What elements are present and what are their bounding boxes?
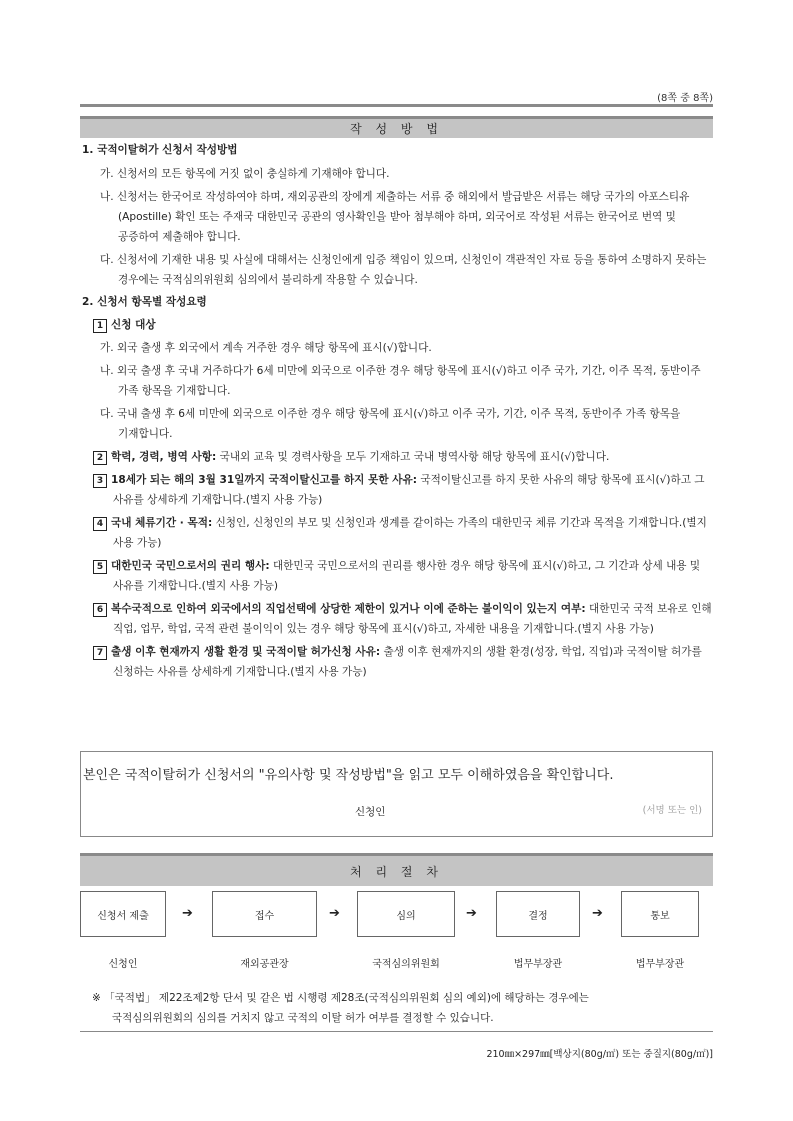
item-number-3: 3	[93, 474, 107, 488]
item-number-1: 1	[93, 319, 107, 333]
point-late-report	[93, 470, 713, 510]
subject-title: 신청 대상	[111, 319, 156, 331]
point-text: 국내외 교육 및 경력사항을 모두 기재하고 국내 병역사항 해당 항목에 표시(√)합니다.	[216, 451, 610, 463]
section2-title: 2. 신청서 항목별 작성요령	[82, 296, 207, 308]
point-rights	[93, 556, 713, 596]
note-text-1: 「국적법」 제22조제2항 단서 및 같은 법 시행령 제28조(국적심의위원회 심의 예외)에 해당하는 경우에는	[104, 992, 589, 1004]
step-box-receive: 접수	[212, 891, 317, 937]
procedure-header: 처 리 절 차	[80, 853, 713, 886]
point-restriction	[93, 599, 713, 639]
item-number-7: 7	[93, 646, 107, 660]
point-title: 학력, 경력, 병역 사항:	[111, 451, 217, 463]
arrow-right-icon: ➔	[466, 906, 477, 921]
point-title: 출생 이후 현재까지 생활 환경 및 국적이탈 허가신청 사유:	[111, 646, 381, 658]
point-text: 대한민국 국민으로서의 권리를 행사한 경우 해당 항목에 표시(√)하고, 그 기간과 상세 내용 및 사유를 기재합니다.(별지 사용 가능)	[113, 560, 701, 592]
section1-item: 다. 신청서에 기재한 내용 및 사실에 대해서는 신청인에게 입증 책임이 있으며, 신청인이 객관적인 자료 등을 통하여 소명하지 못하는 경우에는 국적심의위원회 심의에서 불리하게 작용할 수 있습니다.	[100, 254, 707, 286]
point-stay	[93, 513, 713, 553]
subject-item: 나. 외국 출생 후 국내 거주하다가 6세 미만에 외국으로 이주한 경우 해당 항목에 표시(√)하고 이주 국가, 기간, 이주 목적, 동반이주 가족 항목을 기재합니다.	[100, 365, 701, 397]
signer-label: 신청인	[355, 806, 386, 818]
writing-method-content	[80, 141, 713, 685]
point-text: 대한민국 국적 보유로 인해 직업, 업무, 학업, 국적 관련 불이익이 있는 경우 해당 항목에 표시(√)하고, 자세한 내용을 기재합니다.(별지 사용 가능)	[113, 603, 712, 635]
section1-item: 가. 신청서의 모든 항목에 거짓 없이 충실하게 기재해야 합니다.	[100, 168, 390, 180]
step-actor: 법무부장관	[513, 959, 563, 970]
step-box-notify: 통보	[621, 891, 699, 937]
subject-heading	[93, 315, 713, 335]
step-box-decision: 결정	[496, 891, 580, 937]
note-line-1	[92, 988, 712, 1008]
section1-title: 1. 국적이탈허가 신청서 작성방법	[82, 144, 238, 156]
point-text: 출생 이후 현재까지의 생활 환경(성장, 학업, 직업)과 국적이탈 허가를 신청하는 사유를 상세하게 기재합니다.(별지 사용 가능)	[113, 646, 702, 678]
point-title: 국내 체류기간 · 목적:	[111, 517, 213, 529]
procedure-note	[92, 988, 712, 1028]
subject-item: 다. 국내 출생 후 6세 미만에 외국으로 이주한 경우 해당 항목에 표시(√)하고 이주 국가, 기간, 이주 목적, 동반이주 가족 항목을 기재합니다.	[100, 408, 681, 440]
item-number-4: 4	[93, 517, 107, 531]
point-title: 18세가 되는 해의 3월 31일까지 국적이탈신고를 하지 못한 사유:	[111, 474, 417, 486]
paper-spec: 210㎜×297㎜[백상지(80g/㎡) 또는 중질지(80g/㎡)]	[486, 1049, 713, 1060]
arrow-right-icon: ➔	[592, 906, 603, 921]
item-number-6: 6	[93, 603, 107, 617]
point-academic	[93, 447, 713, 467]
point-text: 신청인, 신청인의 부모 및 신청인과 생계를 같이하는 가족의 대한민국 체류 기간과 목적을 기재합니다.(별지 사용 가능)	[113, 517, 707, 549]
step-actor: 신청인	[108, 959, 138, 970]
note-line-2: 국적심의위원회의 심의를 거치지 않고 국적의 이탈 허가 여부를 결정할 수 있습니다.	[112, 1012, 494, 1024]
bottom-rule	[80, 1031, 713, 1032]
top-rule	[80, 104, 713, 107]
page-number: (8쪽 중 8쪽)	[657, 93, 713, 104]
point-title: 복수국적으로 인하여 외국에서의 직업선택에 상당한 제한이 있거나 이에 준하는 불이익이 있는지 여부:	[111, 603, 586, 615]
step-box-submit: 신청서 제출	[80, 891, 166, 937]
arrow-right-icon: ➔	[182, 906, 193, 921]
point-title: 대한민국 국민으로서의 권리 행사:	[111, 560, 270, 572]
step-box-review: 심의	[357, 891, 455, 937]
step-actor: 국적심의위원회	[372, 959, 440, 970]
arrow-right-icon: ➔	[329, 906, 340, 921]
step-actor: 재외공관장	[240, 959, 289, 970]
confirmation-text: 본인은 국적이탈허가 신청서의 "유의사항 및 작성방법"을 읽고 모두 이해하였음을 확인합니다.	[83, 768, 614, 783]
step-actor: 법무부장관	[635, 959, 685, 970]
item-number-5: 5	[93, 560, 107, 574]
confirmation-box	[80, 751, 713, 837]
subject-item: 가. 외국 출생 후 외국에서 계속 거주한 경우 해당 항목에 표시(√)합니다.	[100, 342, 432, 354]
section1-item: 나. 신청서는 한국어로 작성하여야 하며, 재외공관의 장에게 제출하는 서류 중 해외에서 발급받은 서류는 해당 국가의 아포스티유(Apostille) 확인 또는 주재국 대한민국 공관의 영사확인을 받아 첨부해야 하며, 외국어로 작성된 서류는 한국어로 번역 및 공증하여 제출해야 합니다.	[100, 191, 690, 243]
point-text: 국적이탈신고를 하지 못한 사유의 해당 항목에 표시(√)하고 그 사유를 상세하게 기재합니다.(별지 사용 가능)	[113, 474, 705, 506]
writing-method-header: 작 성 방 법	[80, 116, 713, 138]
signature-field[interactable]: (서명 또는 인)	[642, 805, 702, 816]
item-number-2: 2	[93, 451, 107, 465]
note-mark: ※	[92, 992, 101, 1004]
point-reason	[93, 642, 713, 682]
